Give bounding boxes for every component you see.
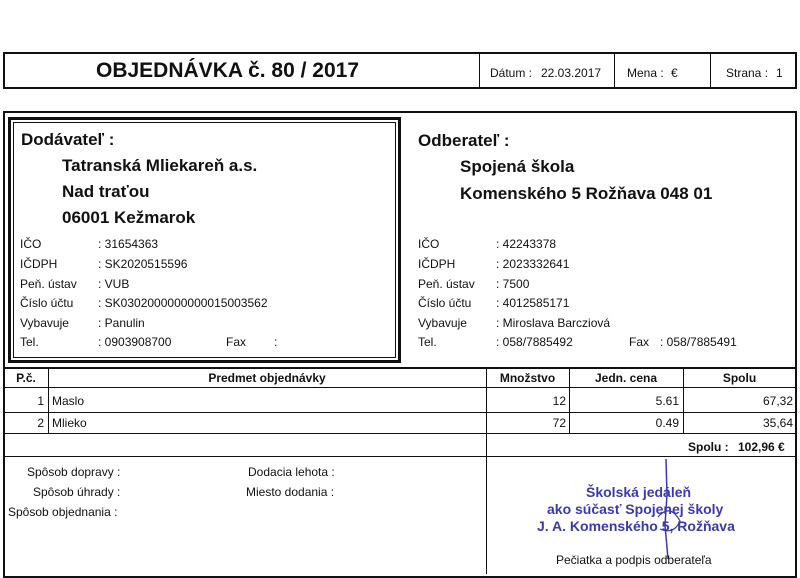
supplier-field-label: IČO [20, 237, 42, 251]
customer-fax-value: : 058/7885491 [660, 335, 737, 349]
supplier-city: 06001 Kežmarok [62, 208, 196, 227]
date-label: Dátum : [490, 66, 533, 80]
table-row-pc: 1 [37, 394, 44, 408]
customer-field-label: Peň. ústav [418, 277, 475, 291]
table-header-price: Jedn. cena [594, 371, 658, 385]
table-row-price: 5.61 [655, 394, 679, 408]
table-row-total: 67,32 [762, 394, 793, 408]
customer-field-value: : 4012585171 [496, 296, 570, 310]
sum-value: 102,96 € [738, 440, 785, 454]
table-row-item: Mlieko [52, 416, 87, 430]
table-header-pc: P.č. [16, 371, 36, 385]
currency-value: € [671, 66, 678, 80]
page-label: Strana : [726, 66, 769, 80]
supplier-field-label: IČDPH [20, 257, 58, 271]
order-method-label: Spôsob objednania : [8, 505, 118, 519]
table-row-line [4, 412, 796, 413]
customer-field-label: Číslo účtu [418, 296, 472, 310]
signature-scribble [640, 455, 700, 565]
date-value: 22.03.2017 [541, 66, 602, 80]
table-top-line [4, 367, 796, 369]
supplier-field-value: : VUB [98, 277, 130, 291]
currency-label: Mena : [627, 66, 664, 80]
payment-label: Spôsob úhrady : [33, 485, 121, 499]
signature-label: Pečiatka a podpis odberateľa [556, 553, 712, 567]
supplier-field-value: : SK2020515596 [98, 257, 188, 271]
supplier-field-label: Peň. ústav [20, 277, 77, 291]
delivery-term-label: Dodacia lehota : [248, 465, 335, 479]
customer-field-value: : 42243378 [496, 237, 557, 251]
stamp-line-2: ako súčasť Spojenej školy [547, 501, 724, 517]
supplier-field-label: Tel. [20, 335, 39, 349]
customer-field-value: : 7500 [496, 277, 530, 291]
table-row-line [4, 433, 796, 434]
customer-name: Spojená škola [460, 157, 575, 176]
supplier-street: Nad traťou [62, 182, 150, 201]
supplier-fax-label: Fax [226, 335, 247, 349]
table-row-price: 0.49 [655, 416, 679, 430]
customer-heading: Odberateľ : [418, 131, 510, 150]
customer-field-label: IČO [418, 237, 440, 251]
table-header-total: Spolu [722, 371, 757, 385]
transport-label: Spôsob dopravy : [27, 465, 121, 479]
stamp-line-1: Školská jedáleň [586, 484, 692, 500]
supplier-field-value: : 0903908700 [98, 335, 172, 349]
customer-address: Komenského 5 Rožňava 048 01 [460, 184, 713, 203]
customer-field-label: IČDPH [418, 257, 456, 271]
sum-label: Spolu : [688, 440, 729, 454]
table-header-item: Predmet objednávky [208, 371, 326, 385]
table-row-qty: 12 [552, 394, 566, 408]
supplier-field-value: : SK0302000000000015003562 [98, 296, 268, 310]
table-row-item: Maslo [52, 394, 85, 408]
supplier-field-label: Vybavuje [20, 316, 69, 330]
customer-field-label: Tel. [418, 335, 437, 349]
table-row-pc: 2 [37, 416, 44, 430]
header-divider-3 [710, 53, 711, 88]
customer-field-value: : 058/7885492 [496, 335, 573, 349]
supplier-field-value: : Panulin [98, 316, 145, 330]
customer-field-value: : Miroslava Barcziová [496, 316, 611, 330]
header-divider-1 [479, 53, 480, 88]
supplier-field-value: : 31654363 [98, 237, 159, 251]
customer-field-value: : 2023332641 [496, 257, 570, 271]
delivery-place-label: Miesto dodania : [246, 485, 335, 499]
supplier-heading: Dodávateľ : [21, 130, 115, 149]
table-row-total: 35,64 [762, 416, 793, 430]
table-header-line [4, 387, 796, 388]
page-value: 1 [776, 66, 783, 80]
stamp-line-3: J. A. Komenského 5, Rožňava [537, 518, 735, 534]
customer-field-label: Vybavuje [418, 316, 467, 330]
order-title: OBJEDNÁVKA č. 80 / 2017 [96, 59, 360, 82]
supplier-name: Tatranská Mliekareň a.s. [62, 156, 258, 175]
header-divider-2 [614, 53, 615, 88]
supplier-field-label: Číslo účtu [20, 296, 74, 310]
customer-fax-label: Fax [629, 335, 650, 349]
table-header-qty: Množstvo [499, 371, 556, 385]
supplier-fax-value: : [274, 335, 278, 349]
table-row-qty: 72 [552, 416, 566, 430]
